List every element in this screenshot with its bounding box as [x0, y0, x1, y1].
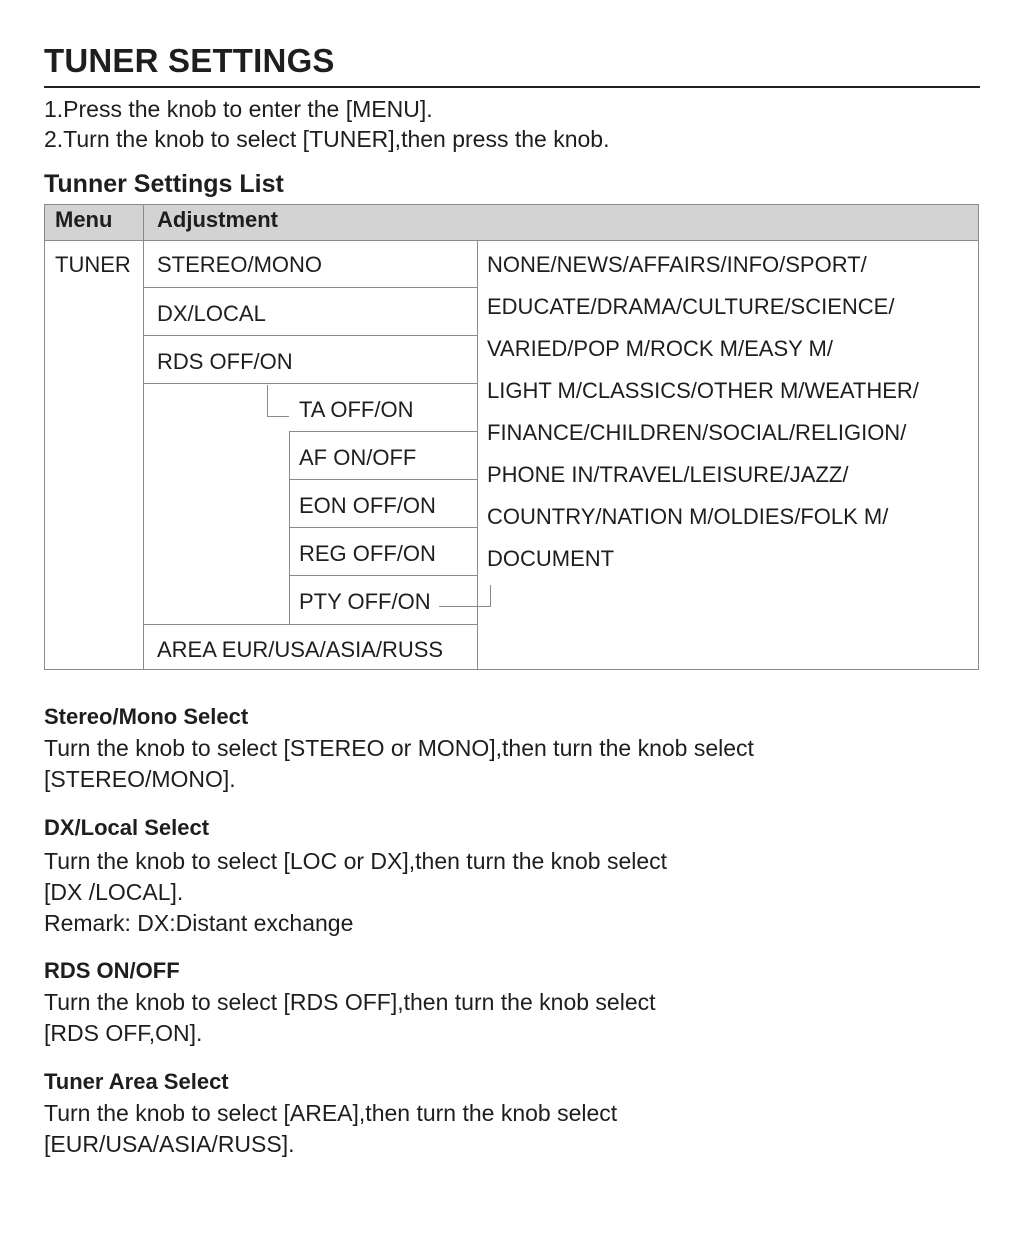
area-text: [EUR/USA/ASIA/RUSS].	[44, 1131, 295, 1157]
pty-types-line: EDUCATE/DRAMA/CULTURE/SCIENCE/	[487, 294, 895, 319]
dx-local-text: Turn the knob to select [LOC or DX],then turn the knob select	[44, 848, 668, 874]
title-rule	[44, 86, 980, 88]
row-divider	[143, 383, 477, 384]
stereo-mono-heading: Stereo/Mono Select	[44, 704, 249, 729]
divider-menu	[143, 205, 144, 669]
pty-types-line: LIGHT M/CLASSICS/OTHER M/WEATHER/	[487, 378, 919, 403]
tuner-settings-table	[44, 204, 979, 670]
option-rds: RDS OFF/ON	[157, 349, 293, 374]
header-menu: Menu	[55, 207, 113, 232]
rds-heading: RDS ON/OFF	[44, 958, 180, 983]
pty-types-line: FINANCE/CHILDREN/SOCIAL/RELIGION/	[487, 420, 907, 445]
row-divider	[289, 527, 477, 528]
rds-sub-pty: PTY OFF/ON	[299, 589, 431, 614]
option-dx-local: DX/LOCAL	[157, 301, 266, 326]
row-divider	[143, 624, 477, 625]
page-title: TUNER SETTINGS	[44, 42, 335, 79]
rds-text: Turn the knob to select [RDS OFF],then turn the knob select	[44, 989, 656, 1015]
header-adjustment: Adjustment	[157, 207, 278, 232]
option-area: AREA EUR/USA/ASIA/RUSS	[157, 637, 444, 662]
rds-sub-ta: TA OFF/ON	[299, 397, 414, 422]
menu-tuner: TUNER	[55, 252, 131, 277]
rds-sub-reg: REG OFF/ON	[299, 541, 436, 566]
area-text: Turn the knob to select [AREA],then turn the knob select	[44, 1100, 618, 1126]
step-2: 2.Turn the knob to select [TUNER],then press the knob.	[44, 126, 610, 152]
stereo-mono-text: Turn the knob to select [STEREO or MONO],then turn the knob select	[44, 735, 754, 761]
pty-types-line: NONE/NEWS/AFFAIRS/INFO/SPORT/	[487, 252, 867, 277]
pty-types-line: DOCUMENT	[487, 546, 615, 571]
rds-text: [RDS OFF,ON].	[44, 1020, 203, 1046]
rds-sub-af: AF ON/OFF	[299, 445, 417, 470]
row-divider	[289, 431, 477, 432]
row-divider	[289, 479, 477, 480]
area-heading: Tuner Area Select	[44, 1069, 229, 1094]
pty-types-line: PHONE IN/TRAVEL/LEISURE/JAZZ/	[487, 462, 849, 487]
row-divider	[289, 575, 477, 576]
dx-local-text: [DX /LOCAL].	[44, 879, 184, 905]
dx-local-remark: Remark: DX:Distant exchange	[44, 910, 354, 936]
step-1: 1.Press the knob to enter the [MENU].	[44, 96, 433, 122]
pty-connector	[439, 585, 491, 607]
row-divider	[143, 287, 477, 288]
stereo-mono-text: [STEREO/MONO].	[44, 766, 236, 792]
row-divider	[143, 335, 477, 336]
option-stereo-mono: STEREO/MONO	[157, 252, 323, 277]
dx-local-heading: DX/Local Select	[44, 815, 210, 840]
settings-list-heading: Tunner Settings List	[44, 170, 284, 198]
rds-sub-bracket	[267, 385, 289, 417]
pty-types-line: COUNTRY/NATION M/OLDIES/FOLK M/	[487, 504, 889, 529]
rds-sub-eon: EON OFF/ON	[299, 493, 436, 518]
pty-types-line: VARIED/POP M/ROCK M/EASY M/	[487, 336, 833, 361]
